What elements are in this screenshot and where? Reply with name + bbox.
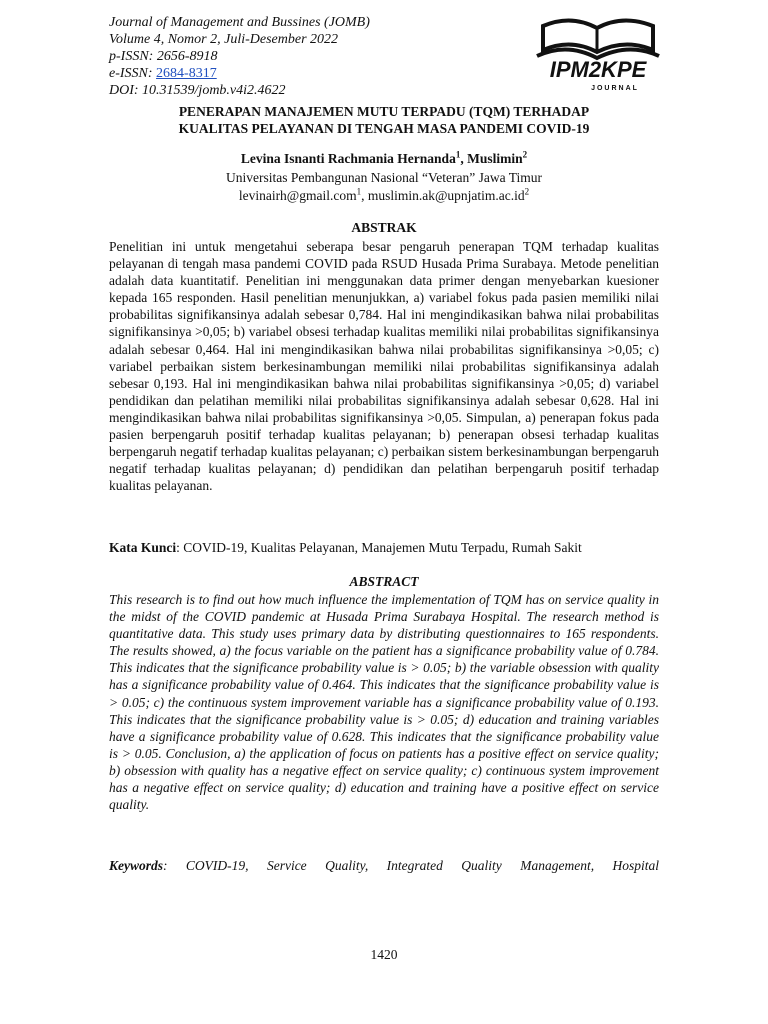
email: muslimin.ak@upnjatim.ac.id: [367, 188, 525, 203]
abstract-body: This research is to find out how much influence the implementation of TQM has on service quality in the midst of the COVID pandemic at Husada Prima Surabaya Hospital. The research method is quantitative data. This study uses primary data by distributing questionnaires to 165 respondents. The results showed, a) the focus variable on the patient has a significance probability value of 0.784. This indicates that the significance probability value is > 0.05; b) the variable obsession with quality has a significance probability value of 0.464. This indicates that the significance probability value is > 0.05; c) the continuous system improvement variable has a significance probability value of 0.193. This indicates that the significance probability value is > 0.05; d) education and training variables have a significance probability value of 0.628. This indicates that the significance probability value is > 0.05. Conclusion, a) the application of focus on patients has a positive effect on service quality; b) obsession with quality has a negative effect on service quality; c) continuous system improvement has a negative effect on service quality; d) education and training have a positive effect on service quality.: [109, 592, 659, 813]
journal-logo: [533, 12, 663, 94]
e-issn-link[interactable]: 2684-8317: [156, 66, 217, 81]
email-superscript: 1: [356, 186, 362, 197]
kata-kunci-label: Kata Kunci: [109, 540, 177, 555]
email-superscript: 2: [524, 186, 530, 197]
affiliation: Universitas Pembangunan Nasional “Veteran” Jawa Timur: [225, 170, 543, 185]
author-separator: ,: [460, 151, 468, 166]
doi: DOI: 10.31539/jomb.v4i2.4622: [109, 83, 286, 98]
abstract-heading: ABSTRACT: [349, 574, 419, 589]
journal-name: Journal of Management and Bussines (JOMB): [109, 15, 370, 30]
logo-subtext: JOURNAL: [591, 85, 639, 92]
title-line-1: PENERAPAN MANAJEMEN MUTU TERPADU (TQM) TERHADAP: [178, 104, 590, 119]
kata-kunci: [109, 539, 669, 556]
page-number: 1420: [370, 947, 398, 962]
keywords-values: : COVID-19, Service Quality, Integrated Quality Management, Hospital: [163, 858, 659, 873]
abstrak-heading: ABSTRAK: [351, 220, 417, 235]
paper-title: [109, 103, 659, 137]
logo-text: IPM2KPE: [549, 57, 647, 82]
author-name: Levina Isnanti Rachmania Hernanda: [240, 151, 456, 166]
journal-volume: Volume 4, Nomor 2, Juli-Desember 2022: [109, 32, 339, 47]
journal-header: [109, 14, 509, 99]
e-issn-label: e-ISSN:: [109, 66, 157, 81]
author-superscript: 1: [455, 149, 461, 160]
author-name: Muslimin: [467, 151, 523, 166]
author-superscript: 2: [522, 149, 528, 160]
e-issn: [109, 65, 509, 82]
email-separator: ,: [361, 188, 368, 203]
abstrak-body: Penelitian ini untuk mengetahui seberapa besar pengaruh penerapan TQM terhadap kualitas pelayanan di tengah masa pandemi COVID pada RSUD Husada Prima Surabaya. Metode penelitian adalah data kuantitatif. Penelitian ini menggunakan data primer dengan menyebarkan kuesioner kepada 165 responden. Hasil penelitian menunjukkan, a) variabel fokus pada pasien memiliki nilai probabilitas signifikansinya adalah sebesar 0,784. Hal ini mengindikasikan bahwa nilai probabilitas signifikansinya >0,05; b) variabel obsesi terhadap kualitas memiliki nilai probabilitas signifikansinya adalah sebesar 0,464. Hal ini mengindikasikan bahwa nilai probabilitas signifikansinya >0,05; c) variabel perbaikan sistem berkesinambungan memiliki nilai probabilitas signifikansinya adalah sebesar 0,193. Hal ini mengindikasikan bahwa nilai probabilitas signifikansinya >0,05; d) variabel pendidikan dan pelatihan memiliki nilai probabilitas signifikansinya adalah sebesar 0,628. Hal ini mengindikasikan bahwa nilai probabilitas signifikansinya >0,05. Simpulan, a) penerapan fokus pada pasien berpengaruh positif terhadap kualitas pelayanan; b) penerapan obsesi terhadap kualitas berpengaruh negatif terhadap kualitas pelayanan; c) perbaikan sistem berkesinambungan berpengaruh negatif terhadap kualitas pelayanan; d) pendidikan dan pelatihan berpengaruh positif terhadap kualitas pelayanan.: [109, 239, 659, 494]
kata-kunci-values: : COVID-19, Kualitas Pelayanan, Manajemen Mutu Terpadu, Rumah Sakit: [176, 540, 582, 555]
title-line-2: KUALITAS PELAYANAN DI TENGAH MASA PANDEMI COVID-19: [178, 121, 590, 136]
author-emails: [109, 187, 659, 205]
email: levinairh@gmail.com: [238, 188, 357, 203]
p-issn: p-ISSN: 2656-8918: [109, 49, 218, 64]
keywords-label: Keywords: [109, 858, 163, 873]
open-book-logo-icon: [533, 12, 663, 94]
author-list: [109, 150, 659, 168]
keywords: [109, 857, 659, 874]
